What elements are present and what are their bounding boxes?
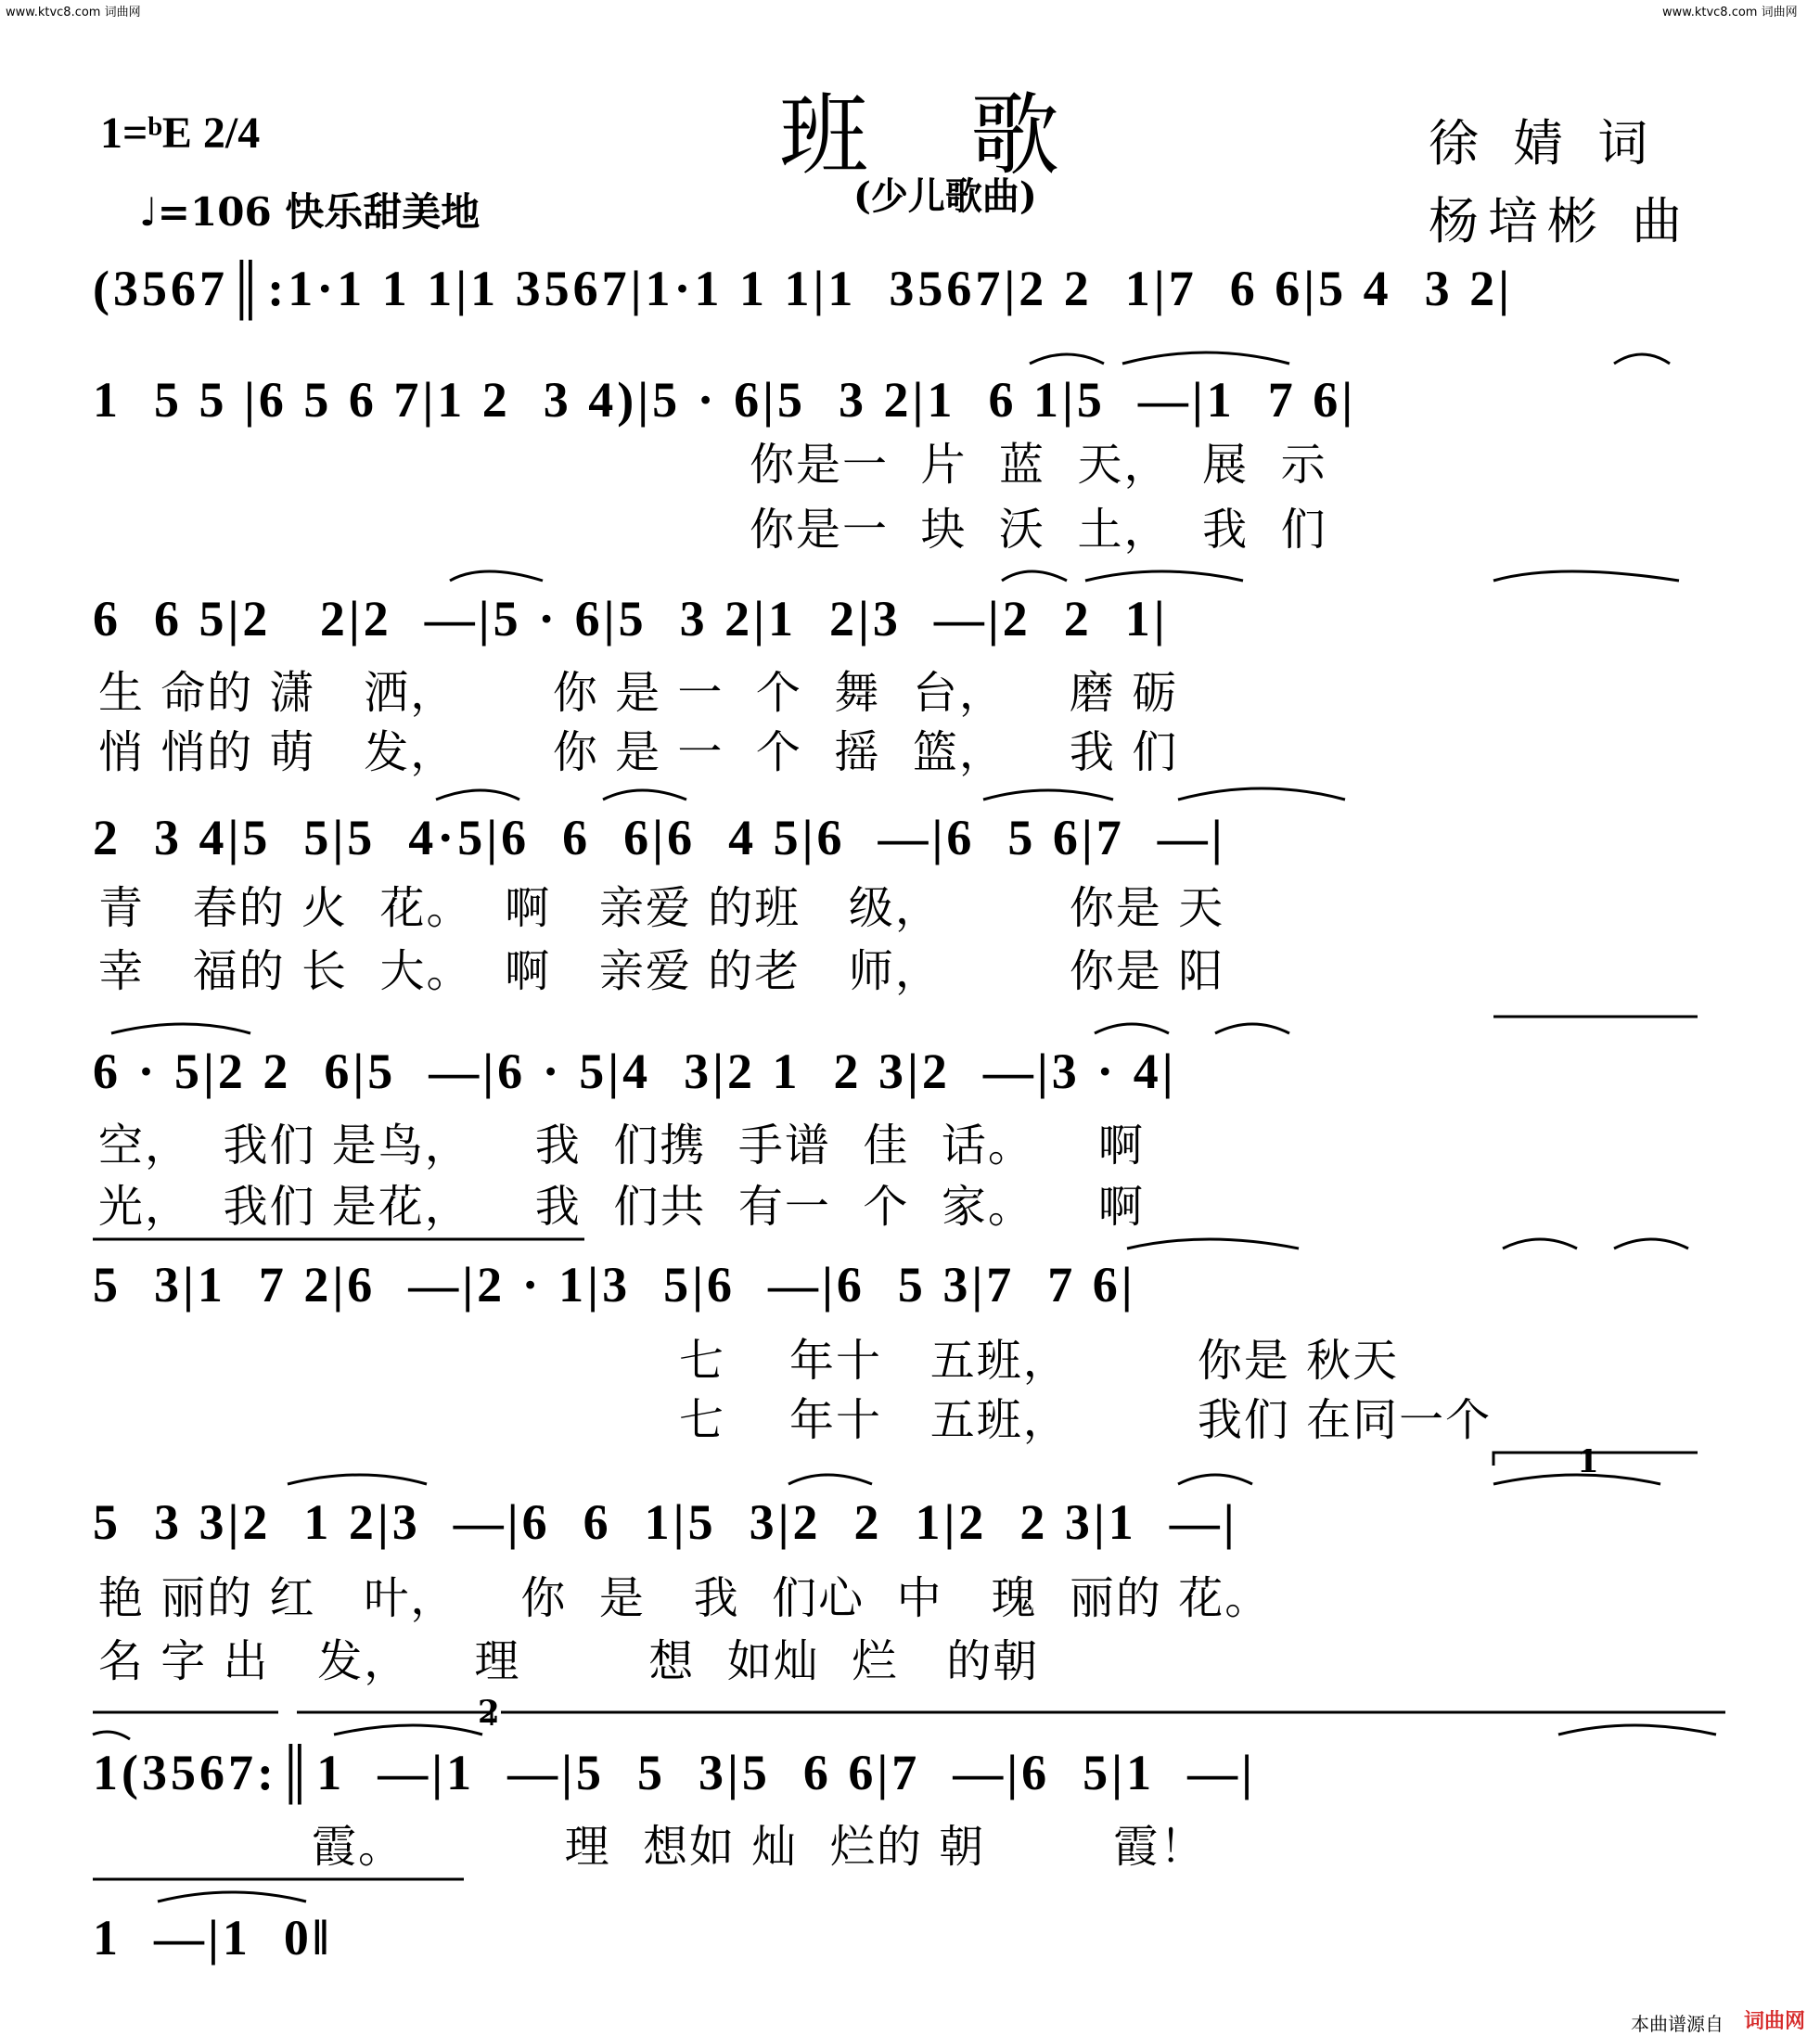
score-line-3-verse1: 生 命的 潇 洒， 你 是 一 个 舞 台， 磨 砺 — [98, 667, 1179, 719]
score-line-9-notes: 1 —|1 0‖ — [93, 1910, 333, 1966]
slur — [1030, 354, 1104, 364]
score-line-8-verse1: 霞。 理 想如 灿 烂的 朝 霞！ — [312, 1821, 1207, 1873]
score-line-7-notes: 5 3 3|2 1 2|3 —|6 6 1|5 3|2 2 1|2 2 3|1 —| — [93, 1494, 1238, 1550]
slur — [1085, 571, 1243, 581]
footer-logo: 词曲网 — [1744, 2010, 1806, 2033]
slur — [1178, 1475, 1252, 1484]
slur — [788, 1475, 872, 1484]
score-line-5-notes: 6 · 5|2 2 6|5 —|6 · 5|4 3|2 1 2 3|2 —|3 · 4| — [93, 1044, 1177, 1099]
slur — [334, 1725, 482, 1735]
slur — [1503, 1239, 1577, 1248]
slur — [1002, 571, 1067, 581]
site-watermark-right: www.ktvc8.com 词曲网 — [1662, 6, 1798, 19]
score-line-6-verse1: 七 年十 五班， 你是 秋天 — [679, 1335, 1400, 1387]
slur — [1614, 1239, 1688, 1248]
slur — [436, 790, 519, 800]
slur — [1558, 1725, 1716, 1735]
slur — [1127, 1239, 1299, 1248]
score-line-7-verse1: 艳 丽的 红 叶， 你 是 我 们心 中 瑰 丽的 花。 — [98, 1572, 1272, 1624]
score-line-4-verse2: 幸 福的 长 大。 啊 亲爱 的老 师， 你是 阳 — [98, 945, 1225, 997]
volta-1-label: 1 — [1577, 1443, 1599, 1480]
site-watermark-left: www.ktvc8.com 词曲网 — [6, 6, 141, 19]
score-line-5-verse1: 空， 我们 是鸟， 我 们携 手谱 佳 话。 啊 — [98, 1120, 1145, 1172]
slur — [111, 1024, 250, 1033]
slur — [288, 1475, 427, 1484]
song-subtitle: (少儿歌曲) — [853, 174, 1037, 218]
score-line-3-verse2: 悄 悄的 萌 发， 你 是 一 个 摇 篮， 我 们 — [98, 726, 1179, 778]
score-line-4-verse1: 青 春的 火 花。 啊 亲爱 的班 级， 你是 天 — [98, 882, 1225, 934]
song-title: 班歌 — [779, 83, 1161, 187]
lyricist-credit: 徐 婧 词 — [1429, 114, 1658, 173]
volta-bracket-2 — [93, 1712, 492, 1725]
score-line-7-verse2: 名 字 出 发， 理 想 如灿 烂 的朝 — [98, 1635, 1040, 1687]
slur — [93, 1732, 130, 1739]
slur — [158, 1892, 306, 1902]
score-line-4-notes: 2 3 4|5 5|5 4·5|6 6 6|6 4 5|6 —|6 5 6|7 —| — [93, 810, 1226, 865]
score-line-3-notes: 6 6 5|2 2|2 —|5 · 6|5 3 2|1 2|3 —|2 2 1| — [93, 591, 1169, 647]
slur — [1095, 1024, 1169, 1033]
composer-credit: 杨培彬 曲 — [1429, 192, 1692, 250]
score-line-2-verse1: 你是一 片 蓝 天， 展 示 — [750, 439, 1327, 491]
slur — [983, 790, 1113, 800]
tempo-marking: ♩=106 快乐甜美地 — [139, 189, 481, 235]
slur — [1215, 1024, 1289, 1033]
volta-2-label: 2 — [478, 1694, 500, 1731]
score-line-2-notes: 1 5 5 |6 5 6 7|1 2 3 4)|5 · 6|5 3 2|1 6 1|5 —|1 7 6| — [93, 372, 1357, 428]
footer-source-text: 本曲谱源自 — [1631, 2013, 1724, 2035]
score-line-5-verse2: 光， 我们 是花， 我 们共 有一 个 家。 啊 — [98, 1181, 1145, 1233]
score-line-6-verse2: 七 年十 五班， 我们 在同一个 — [679, 1394, 1493, 1446]
slur — [1614, 354, 1670, 364]
slur — [450, 571, 543, 581]
score-line-2-verse2: 你是一 块 沃 土， 我 们 — [750, 504, 1327, 556]
slur — [1178, 788, 1345, 800]
score-line-8-notes: 1(3567:║1 —|1 —|5 5 3|5 6 6|7 —|6 5|1 —| — [93, 1745, 1256, 1800]
volta-bracket-1 — [1493, 1453, 1698, 1466]
slur — [1493, 571, 1679, 581]
slur — [603, 790, 686, 800]
score-line-6-notes: 5 3|1 7 2|6 —|2 · 1|3 5|6 —|6 5 3|7 7 6| — [93, 1257, 1136, 1313]
key-signature: 1=ᵇE 2/4 — [100, 109, 261, 158]
score-line-1-notes: (3567║:1·1 1 1|1 3567|1·1 1 1|1 3567|2 2 1|7 6 6|5 4 3 2| — [93, 261, 1513, 316]
slur — [1493, 1475, 1660, 1484]
slur — [1122, 352, 1289, 364]
